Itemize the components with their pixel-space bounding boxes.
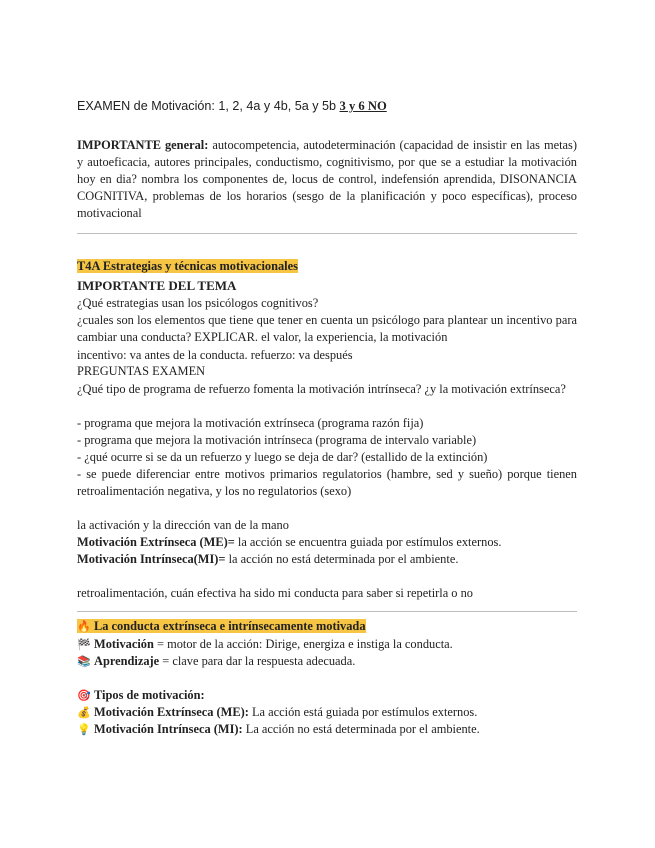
questions-heading: PREGUNTAS EXAMEN [77, 364, 206, 378]
exam-excluded: 3 y 6 NO [339, 99, 387, 113]
question-7: - ¿qué ocurre si se da un refuerzo y luego se deja de dar? (estallido de la extinción) [77, 450, 488, 464]
question-2: ¿cuales son los elementos que tiene que tener en cuenta un psicólogo para plantear un incentivo para cambiar una conducta? EXPLICAR. el valor, la experiencia, la motivación [77, 313, 577, 344]
aprendizaje-line: 📚 Aprendizaje = clave para dar la respuesta adecuada. [77, 654, 356, 668]
question-5: - programa que mejora la motivación extrínseca (programa razón fija) [77, 416, 424, 430]
feedback-line: retroalimentación, cuán efectiva ha sido mi conducta para saber si repetirla o no [77, 586, 473, 600]
question-8: - se puede diferenciar entre motivos primarios regulatorios (hambre, sed y sueño) porque tienen retroalimentación negativa, y los no regulatorios (sexo) [77, 467, 577, 498]
question-6: - programa que mejora la motivación intrínseca (programa de intervalo variable) [77, 433, 477, 447]
types-heading: 🎯 Tipos de motivación: [77, 688, 205, 702]
light-bulb-icon: 💡 [77, 723, 91, 736]
motivacion-line: 🏁 Motivación = motor de la acción: Dirige, energiza e instiga la conducta. [77, 637, 453, 651]
important-general [77, 137, 577, 222]
t4a-title [77, 258, 577, 275]
activation-line: la activación y la dirección van de la mano [77, 518, 289, 532]
me-definition: Motivación Extrínseca (ME)= la acción se encuentra guiada por estímulos externos. [77, 535, 502, 549]
important-text: autocompetencia, autodeterminación (capacidad de insistir en las metas) y autoeficacia, autores principales, conductismo, cognitivismo, por que se a estudiar la motivación hoy en dia? nombra los componentes de, locus de control, indefensión aprendida, DISONANCIA COGNITIVA, problemas de los horarios (sesgo de la planificación y poco específicas), proceso motivacional [77, 138, 578, 220]
question-1: ¿Qué estrategias usan los psicólogos cognitivos? [77, 296, 319, 310]
types-me-line: 💰 Motivación Extrínseca (ME): La acción está guiada por estímulos externos. [77, 705, 478, 719]
fire-icon: 🔥 [77, 620, 91, 633]
important-label: IMPORTANTE general: [77, 138, 209, 152]
target-icon: 🎯 [77, 689, 91, 702]
mi-definition: Motivación Intrínseca(MI)= la acción no está determinada por el ambiente. [77, 552, 459, 566]
checkered-flag-icon: 🏁 [77, 638, 91, 651]
t4a-title-text: T4A Estrategias y técnicas motivacionales [77, 259, 298, 273]
exam-line [77, 98, 577, 115]
conduct-title: 🔥 La conducta extrínseca e intrínsecamente motivada [77, 619, 366, 633]
exam-prefix: EXAMEN de Motivación: 1, 2, 4a y 4b, 5a y 5b [77, 99, 340, 113]
money-bag-icon: 💰 [77, 706, 91, 719]
important-heading: IMPORTANTE DEL TEMA [77, 278, 237, 293]
divider [77, 611, 577, 612]
divider [77, 233, 577, 234]
types-mi-line: 💡 Motivación Intrínseca (MI): La acción no está determinada por el ambiente. [77, 722, 480, 736]
books-icon: 📚 [77, 655, 91, 668]
question-3: incentivo: va antes de la conducta. refuerzo: va después [77, 348, 353, 362]
question-4: ¿Qué tipo de programa de refuerzo fomenta la motivación intrínseca? ¿y la motivación extrínseca? [77, 382, 566, 396]
